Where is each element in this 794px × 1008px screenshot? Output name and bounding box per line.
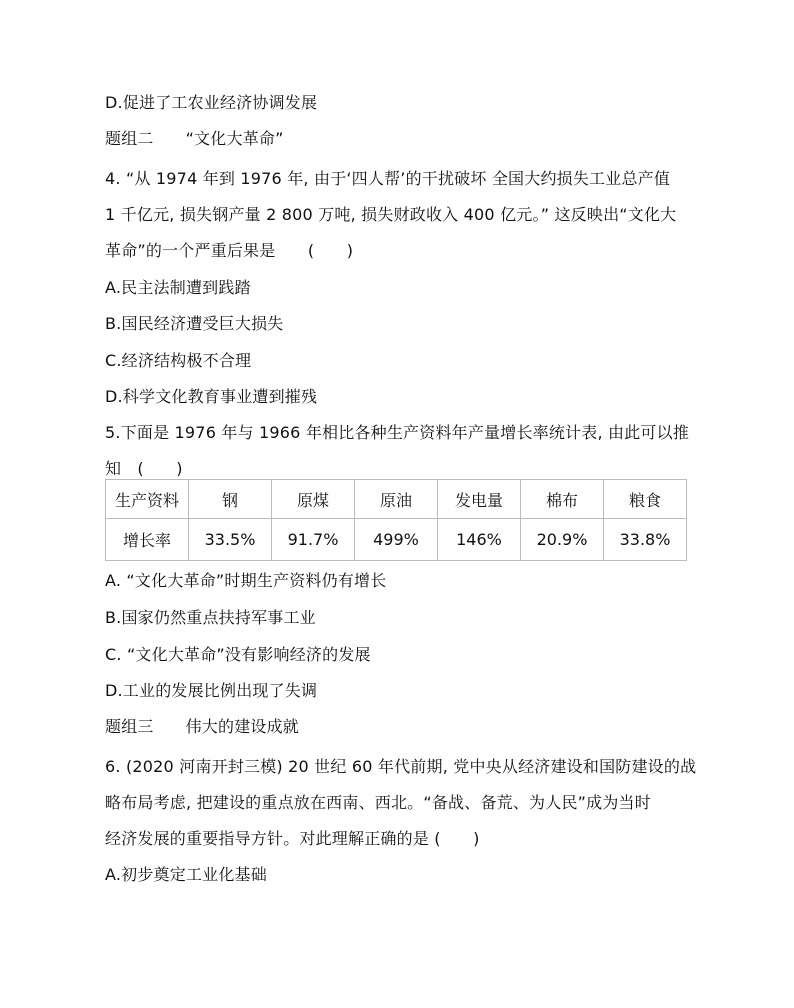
section-title: “文化大革命”: [185, 129, 284, 148]
question-6-line-2: 略布局考虑, 把建设的重点放在西南、西北。“备战、备荒、为人民”成为当时: [105, 793, 651, 812]
question-4-line-1: 4. “从 1974 年到 1976 年, 由于‘四人帮’的干扰破坏 全国大约损失工业总产值: [105, 169, 671, 188]
option-6a: A.初步奠定工业化基础: [105, 865, 267, 884]
option-4b: B.国民经济遭受巨大损失: [105, 314, 284, 333]
option-5a: A. “文化大革命”时期生产资料仍有增长: [105, 571, 387, 590]
question-4-line-3: 革命”的一个严重后果是 ( ): [105, 241, 354, 260]
question-5-line-1: 5.下面是 1976 年与 1966 年相比各种生产资料年产量增长率统计表, 由此可以推: [105, 423, 690, 442]
option-5c: C. “文化大革命”没有影响经济的发展: [105, 645, 371, 664]
table-header-cell: 原油: [355, 480, 438, 519]
option-3d: D.促进了工农业经济协调发展: [105, 93, 318, 112]
section-label: 题组二: [105, 129, 154, 148]
question-6-line-1: 6. (2020 河南开封三模) 20 世纪 60 年代前期, 党中央从经济建设和国防建设的战: [105, 757, 697, 776]
table-row-label: 增长率: [106, 519, 189, 561]
section-title: 伟大的建设成就: [185, 717, 300, 736]
section-label: 题组三: [105, 717, 154, 736]
option-5d: D.工业的发展比例出现了失调: [105, 681, 318, 700]
table-cell: 20.9%: [521, 519, 604, 561]
table-header-row: [106, 480, 687, 519]
table-cell: 499%: [355, 519, 438, 561]
section-heading-group2: [105, 128, 284, 150]
table-header-cell: 棉布: [521, 480, 604, 519]
table-header-cell: 粮食: [604, 480, 687, 519]
question-4-line-2: 1 千亿元, 损失钢产量 2 800 万吨, 损失财政收入 400 亿元。” 这反映出“文化大: [105, 205, 677, 224]
question-6-line-3: 经济发展的重要指导方针。对此理解正确的是 ( ): [105, 829, 480, 848]
option-4d: D.科学文化教育事业遭到摧残: [105, 387, 318, 406]
question-5-line-2: 知 ( ): [105, 459, 183, 478]
table-row: [106, 519, 687, 561]
table-cell: 146%: [438, 519, 521, 561]
section-heading-group3: [105, 716, 299, 738]
option-4c: C.经济结构极不合理: [105, 351, 252, 370]
table-cell: 33.8%: [604, 519, 687, 561]
option-4a: A.民主法制遭到践踏: [105, 278, 251, 297]
table-header-cell: 原煤: [272, 480, 355, 519]
table-cell: 33.5%: [189, 519, 272, 561]
table-header-cell: 生产资料: [106, 480, 189, 519]
table-cell: 91.7%: [272, 519, 355, 561]
table-header-cell: 钢: [189, 480, 272, 519]
option-5b: B.国家仍然重点扶持军事工业: [105, 608, 316, 627]
table-header-cell: 发电量: [438, 480, 521, 519]
growth-rate-table: [105, 479, 687, 561]
